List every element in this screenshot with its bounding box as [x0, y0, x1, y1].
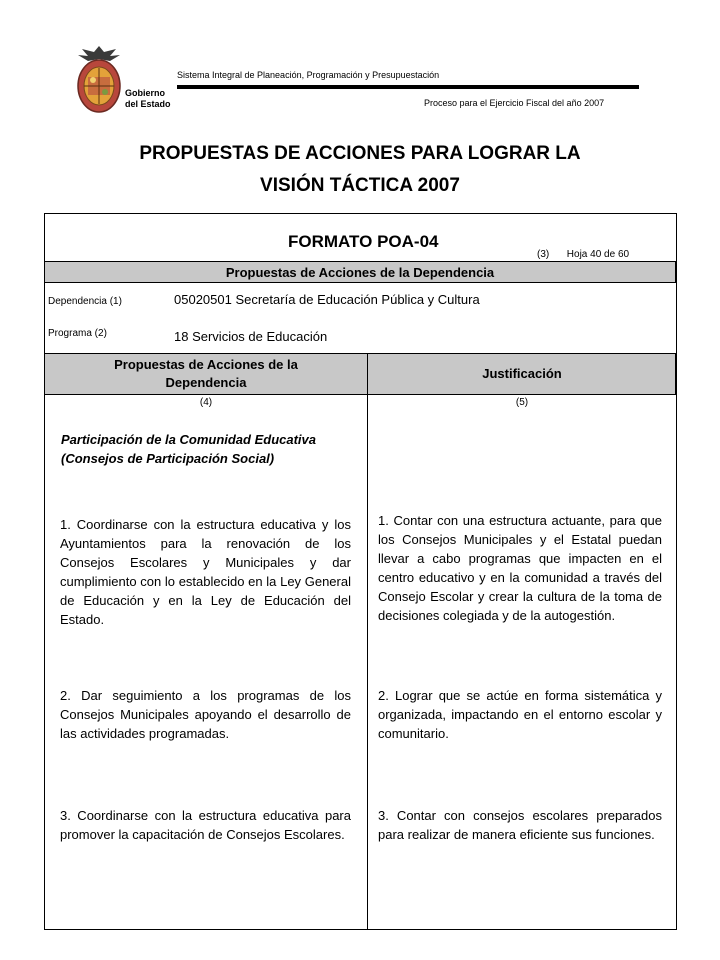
column-actions-line2: Dependencia — [165, 375, 247, 390]
programa-value: 18 Servicios de Educación — [174, 329, 328, 344]
action-item-1: 1. Coordinarse con la estructura educativa y los Ayuntamientos para la renovación de los Consejos Escolares y Municipales y dar cumplimiento con lo establecido en la Ley General de Educación y en la Ley de Educación del Estado. — [60, 517, 351, 627]
column-divider — [367, 353, 368, 930]
section-title-band: Propuestas de Acciones de la Dependencia — [44, 261, 676, 283]
form-right-border — [676, 213, 677, 930]
column-header-actions — [44, 353, 368, 395]
system-name: Sistema Integral de Planeación, Programación y Presupuestación — [177, 70, 440, 80]
form-left-border — [44, 213, 45, 930]
column-actions-ref: (4) — [199, 397, 213, 408]
page-title — [0, 138, 720, 202]
sheet-number: Hoja 40 de 60 — [566, 249, 630, 260]
title-line-1: PROPUESTAS DE ACCIONES PARA LOGRAR LA — [139, 143, 581, 164]
justification-item-2: 2. Lograr que se actúe en forma sistemática y organizada, impactando en el entorno escolar y comunitario. — [378, 688, 662, 741]
justification-item-1: 1. Contar con una estructura actuante, para que los Consejos Municipales y el Estatal puedan llevar a cabo programas que impacten en el centro educativo y en la comunidad a través del Consejo Escolar y crear la cultura de la toma de decisiones colegiada y de la autogestión. — [378, 513, 662, 623]
programa-label: Programa (2) — [48, 328, 107, 339]
sheet-ref: (3) — [537, 249, 550, 260]
dependencia-value: 05020501 Secretaría de Educación Pública y Cultura — [174, 292, 480, 307]
government-label — [125, 88, 171, 110]
header-rule — [177, 85, 639, 89]
process-label: Proceso para el Ejercicio Fiscal del año 2007 — [424, 98, 605, 108]
title-line-2: VISIÓN TÁCTICA 2007 — [260, 175, 460, 196]
column-actions-line1: Propuestas de Acciones de la — [114, 357, 298, 372]
form-bottom-border — [44, 929, 677, 930]
dependencia-label: Dependencia (1) — [48, 296, 122, 307]
column-header-justification: Justificación — [482, 366, 562, 381]
form-top-border — [44, 213, 677, 214]
sheet-counter — [537, 249, 629, 260]
actions-subtitle: Participación de la Comunidad Educativa (Consejos de Participación Social) — [61, 432, 317, 466]
action-item-3: 3. Coordinarse con la estructura educativa para promover la capacitación de Consejos Escolares. — [60, 808, 351, 842]
estado-text: del Estado — [125, 99, 171, 109]
column-justification-ref: (5) — [515, 397, 529, 408]
format-label: FORMATO POA-04 — [288, 232, 439, 251]
action-item-2: 2. Dar seguimiento a los programas de los Consejos Municipales apoyando el desarrollo de las actividades programadas. — [60, 688, 351, 741]
gobierno-text: Gobierno — [125, 88, 165, 98]
state-seal-logo — [74, 44, 124, 116]
justification-item-3: 3. Contar con consejos escolares preparados para realizar de manera eficiente sus funciones. — [378, 808, 662, 842]
